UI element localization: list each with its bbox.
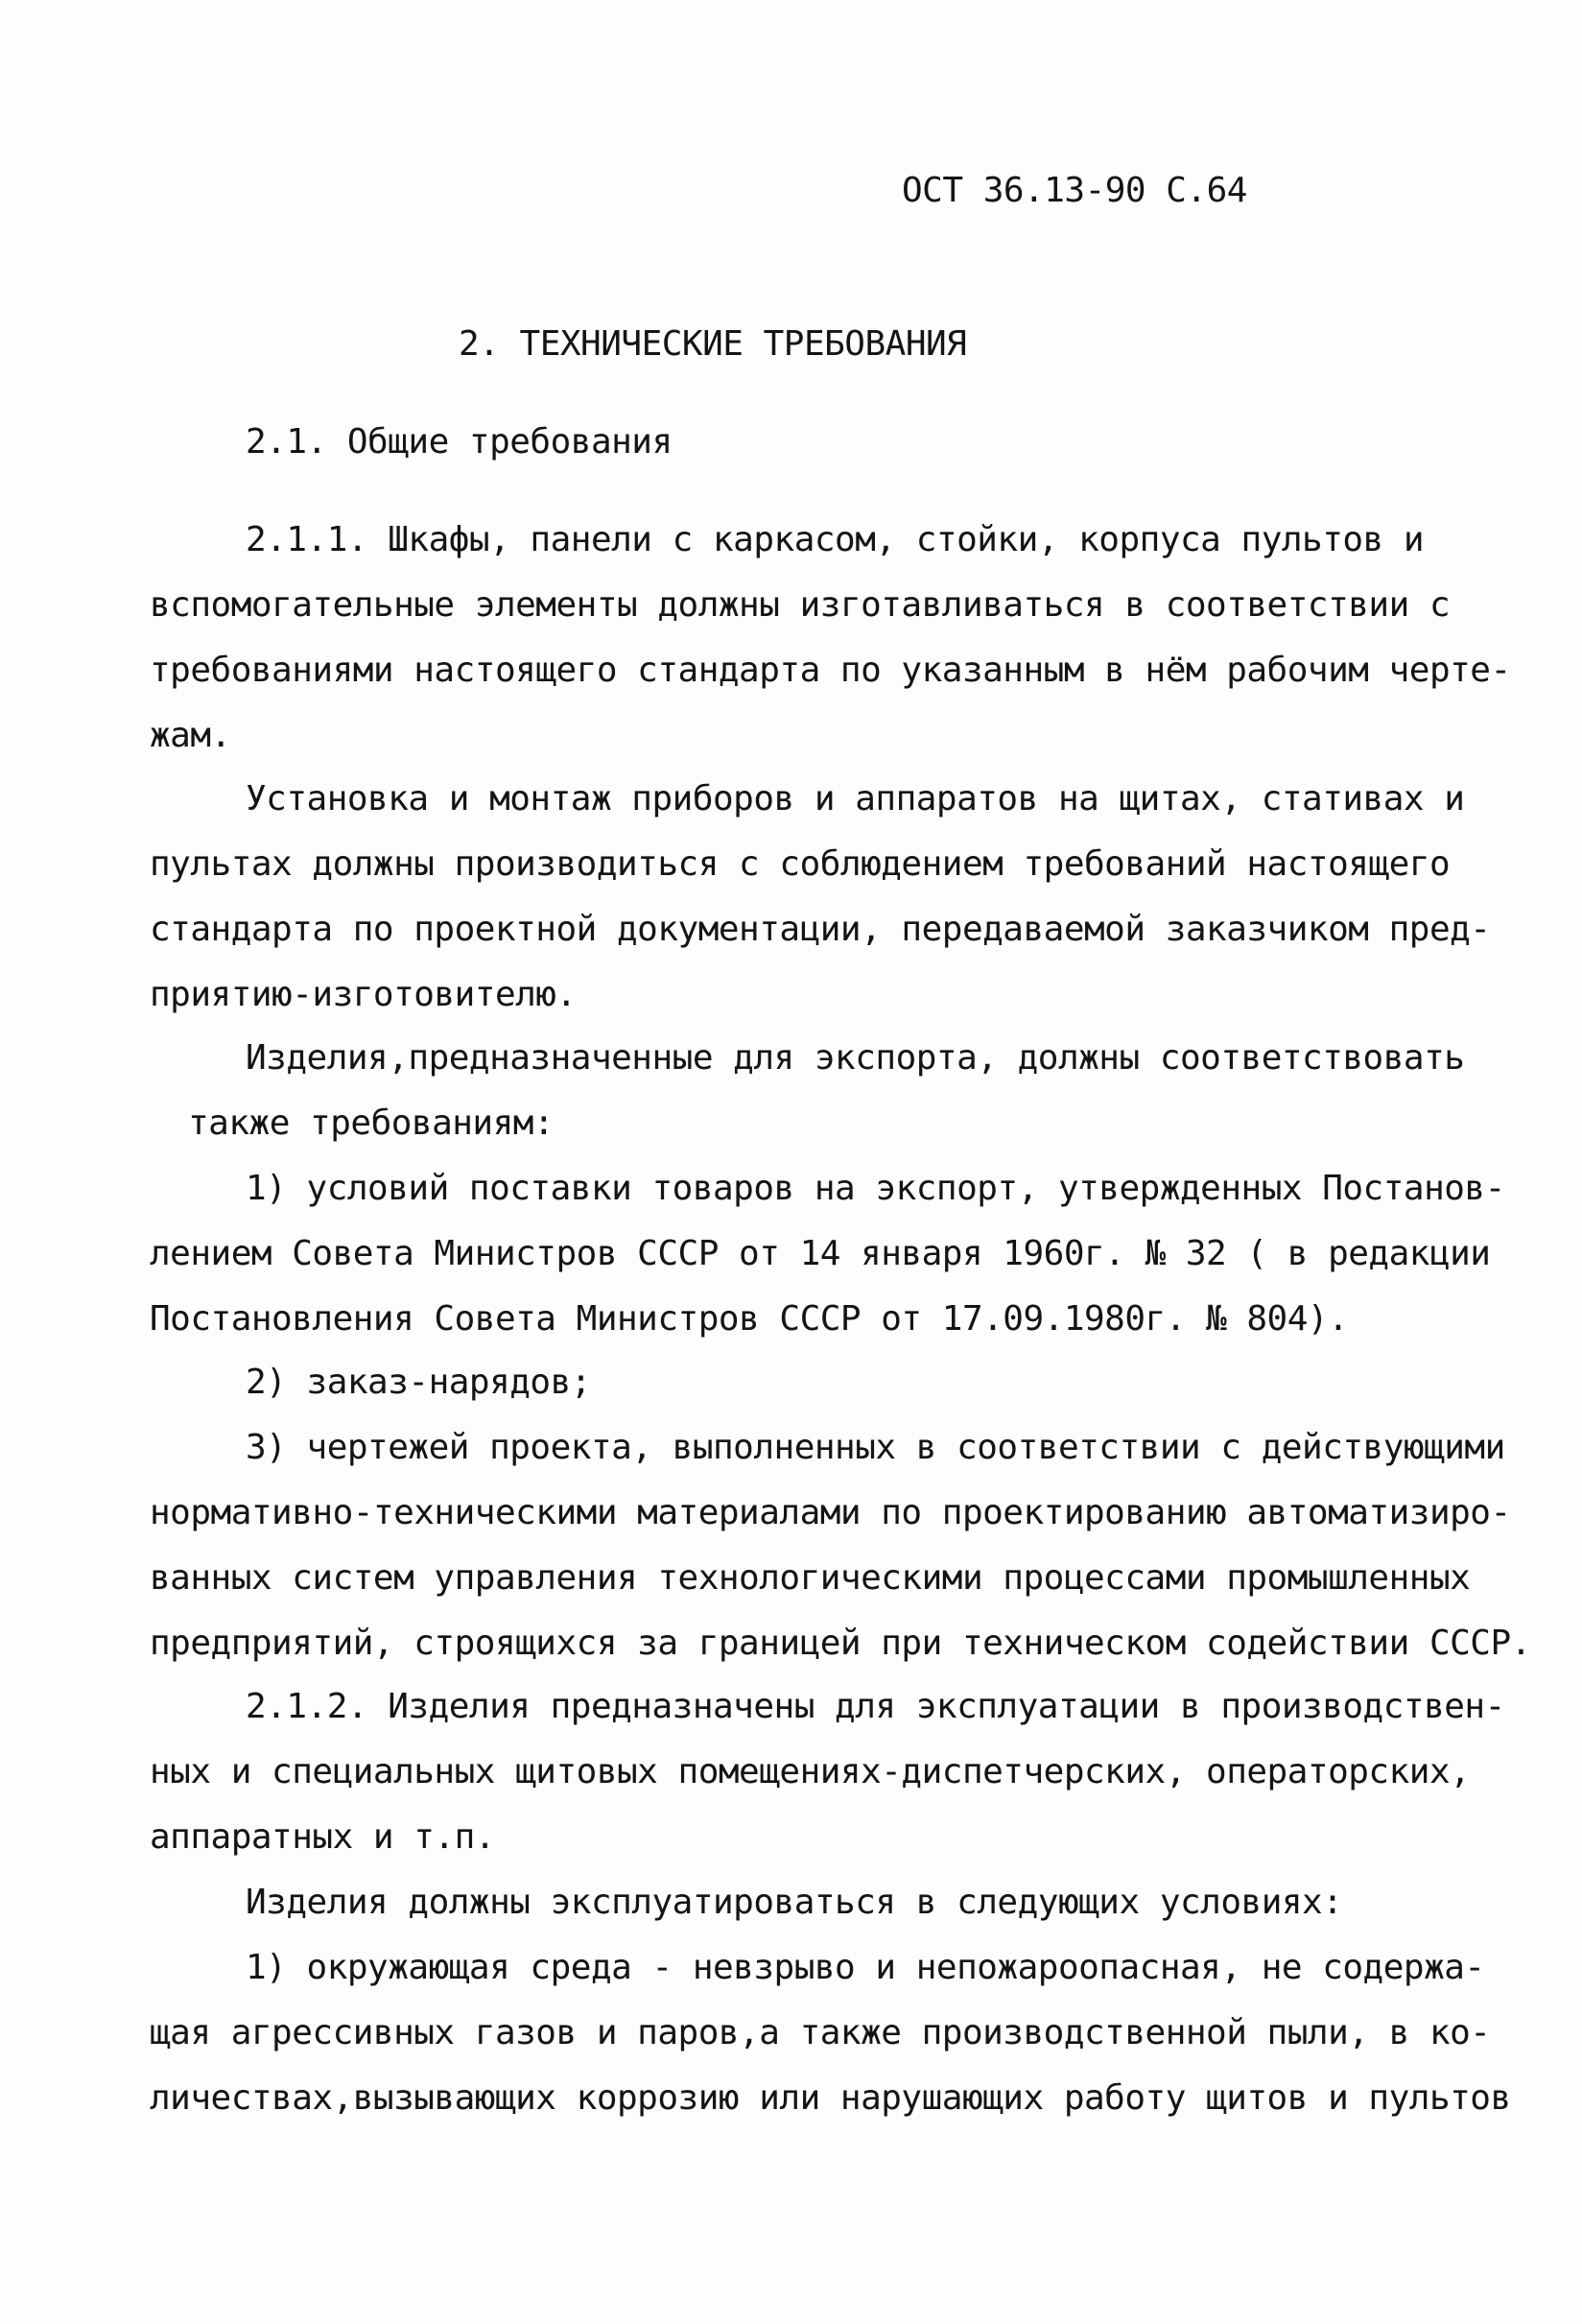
paragraph-line: ванных систем управления технологическими процессами промышленных bbox=[150, 1558, 1471, 1598]
paragraph-line: щая агрессивных газов и паров,а также производственной пыли, в ко- bbox=[150, 2013, 1491, 2052]
paragraph-line: жам. bbox=[150, 716, 231, 755]
paragraph-line: лением Совета Министров СССР от 14 января 1960г. № 32 ( в редакции bbox=[150, 1234, 1491, 1273]
paragraph-line: 3) чертежей проекта, выполненных в соответствии с действующими bbox=[246, 1428, 1505, 1467]
paragraph-line: аппаратных и т.п. bbox=[150, 1817, 495, 1857]
paragraph-line: 1) окружающая среда - невзрыво и непожароопасная, не содержа- bbox=[246, 1948, 1485, 1987]
paragraph-line: личествах,вызывающих коррозию или нарушающих работу щитов и пультов bbox=[150, 2078, 1511, 2118]
paragraph-line: Изделия,предназначенные для экспорта, должны соответствовать bbox=[246, 1038, 1465, 1078]
subsection-title: 2.1. Общие требования bbox=[246, 422, 673, 462]
paragraph-line: вспомогательные элементы должны изготавливаться в соответствии с bbox=[150, 585, 1451, 625]
paragraph-line: пультах должны производиться с соблюдением требований настоящего bbox=[150, 844, 1451, 884]
section-title: 2. ТЕХНИЧЕСКИЕ ТРЕБОВАНИЯ bbox=[459, 324, 967, 364]
paragraph-line: требованиями настоящего стандарта по указанным в нём рабочим черте- bbox=[150, 651, 1511, 690]
paragraph-line: нормативно-техническими материалами по проектированию автоматизиро- bbox=[150, 1493, 1511, 1532]
paragraph-line: также требованиям: bbox=[188, 1103, 555, 1143]
paragraph-line: Изделия должны эксплуатироваться в следующих условиях: bbox=[246, 1883, 1343, 1922]
paragraph-line: предприятий, строящихся за границей при техническом содействии СССР. bbox=[150, 1624, 1531, 1663]
paragraph-line: Постановления Совета Министров СССР от 17.09.1980г. № 804). bbox=[150, 1299, 1349, 1339]
paragraph-line: приятию-изготовителю. bbox=[150, 975, 577, 1014]
paragraph-line: 2.1.1. Шкафы, панели с каркасом, стойки, корпуса пультов и bbox=[246, 520, 1425, 559]
page-header: ОСТ 36.13-90 С.64 bbox=[902, 171, 1247, 210]
paragraph-line: ных и специальных щитовых помещениях-диспетчерских, операторских, bbox=[150, 1752, 1471, 1791]
paragraph-line: Установка и монтаж приборов и аппаратов на щитах, стативах и bbox=[246, 779, 1465, 818]
paragraph-line: 2) заказ-нарядов; bbox=[246, 1363, 591, 1402]
paragraph-line: стандарта по проектной документации, передаваемой заказчиком пред- bbox=[150, 910, 1491, 949]
paragraph-line: 2.1.2. Изделия предназначены для эксплуатации в производствен- bbox=[246, 1687, 1505, 1726]
paragraph-line: 1) условий поставки товаров на экспорт, утвержденных Постанов- bbox=[246, 1169, 1505, 1208]
